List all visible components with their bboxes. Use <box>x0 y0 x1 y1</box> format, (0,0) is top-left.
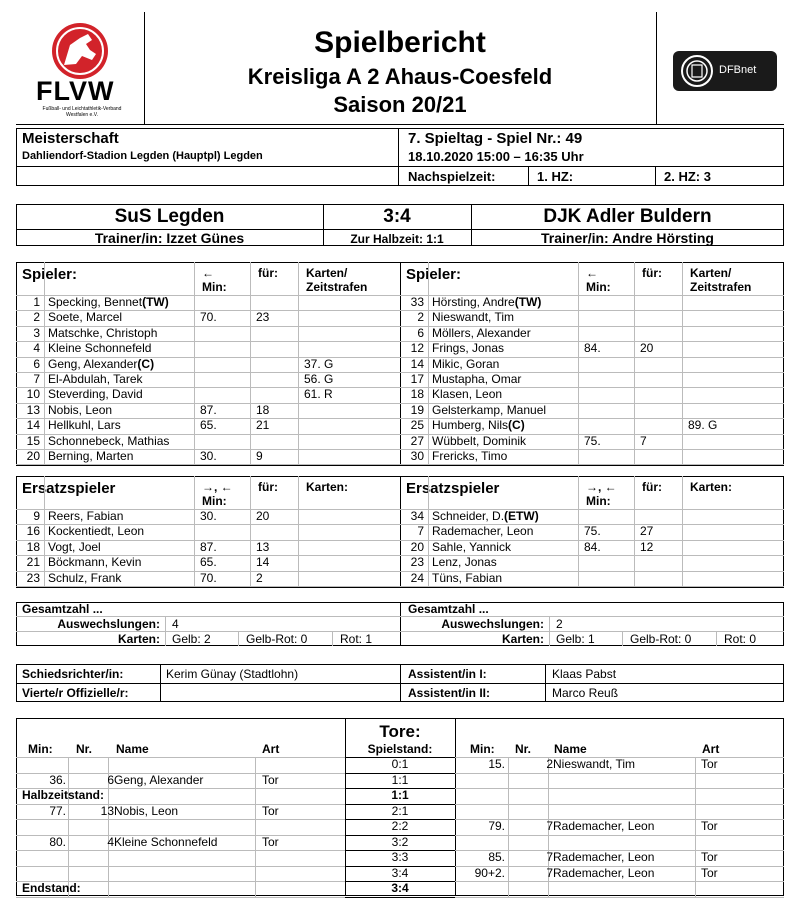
sub-minute: 75. <box>584 524 601 539</box>
home-min-arrow: ← <box>202 266 214 280</box>
sub-for-number: 20 <box>256 509 270 523</box>
player-name-text: Schonnebeck, Mathias <box>48 433 170 448</box>
player-name-text: Steverding, David <box>48 387 143 402</box>
player-name-text: Hellkuhl, Lars <box>48 418 121 433</box>
goal-type: Tor <box>701 819 718 833</box>
table-row <box>16 571 400 586</box>
player-number: 9 <box>33 509 40 523</box>
score-progress: 3:4 <box>391 881 409 895</box>
player-name <box>432 295 541 310</box>
sub-for-number: 2 <box>256 570 263 585</box>
home-subs-label: Auswechslungen: <box>57 617 160 631</box>
player-name <box>432 509 539 524</box>
player-name-text: Frericks, Timo <box>432 449 508 463</box>
page-title: Spielbericht <box>314 26 486 59</box>
player-number: 14 <box>26 418 40 433</box>
player-number: 24 <box>410 570 424 585</box>
table-row <box>16 387 400 402</box>
goal-row <box>16 804 345 820</box>
player-name-text: Mustapha, Omar <box>432 372 522 386</box>
table-row <box>400 387 784 402</box>
player-number: 2 <box>417 310 424 325</box>
player-name <box>432 341 504 356</box>
sub-for-number: 18 <box>256 402 270 417</box>
table-row <box>400 555 784 570</box>
away-red-count: Rot: 0 <box>724 632 757 646</box>
away-goal-min-header: Min: <box>470 742 495 756</box>
player-number: 19 <box>410 402 424 417</box>
away-fuer-header: für: <box>642 480 662 494</box>
player-name-text: Nobis, Leon <box>48 402 113 417</box>
assistant1-label: Assistent/in I: <box>408 667 487 681</box>
table-row <box>400 372 784 387</box>
away-subs-header: Ersatzspieler <box>406 480 500 497</box>
sub-minute: 75. <box>584 433 601 448</box>
season-title: Saison 20/21 <box>333 92 467 117</box>
table-row <box>16 555 400 570</box>
player-name <box>48 403 112 418</box>
table-row <box>16 540 400 555</box>
away-cards-label: Karten: <box>501 632 544 646</box>
sub-for-number: 21 <box>256 418 270 433</box>
sub-minute: 87. <box>200 539 217 554</box>
assistant1-name: Klaas Pabst <box>552 667 617 681</box>
player-name <box>48 540 101 555</box>
goal-row <box>455 757 784 773</box>
table-row <box>16 357 400 372</box>
goal-player-name: Nieswandt, Tim <box>553 757 636 771</box>
player-role-tag: (C) <box>137 356 155 371</box>
sub-minute: 87. <box>200 402 217 417</box>
home-goal-type-header: Art <box>262 742 280 756</box>
fourth-official-label: Vierte/r Offizielle/r: <box>22 686 129 700</box>
player-name <box>432 524 533 539</box>
player-name <box>432 449 507 464</box>
goal-player-number: 13 <box>100 803 114 818</box>
player-name-text: Sahle, Yannick <box>432 539 511 554</box>
player-name-text: Specking, Bennet <box>48 295 143 309</box>
player-name-text: Berning, Marten <box>48 449 134 463</box>
table-row <box>16 418 400 433</box>
table-row <box>400 295 784 310</box>
score-progress: 1:1 <box>391 788 409 802</box>
goal-type: Tor <box>262 803 279 818</box>
table-row <box>400 357 784 372</box>
player-name-text: Wübbelt, Dominik <box>432 433 527 448</box>
player-number: 13 <box>26 402 40 417</box>
table-row <box>16 295 400 310</box>
player-number: 34 <box>410 509 424 523</box>
home-min-header: Min: <box>202 280 227 294</box>
home-yellow-count: Gelb: 2 <box>172 632 211 646</box>
halftime-score: Zur Halbzeit: 1:1 <box>350 232 444 246</box>
table-row <box>400 540 784 555</box>
player-number: 18 <box>26 539 40 554</box>
goal-player-name: Nobis, Leon <box>114 803 179 818</box>
away-yellow-count: Gelb: 1 <box>556 632 595 646</box>
player-name-text: Reers, Fabian <box>48 509 124 523</box>
away-team: DJK Adler Buldern <box>543 206 712 227</box>
final-label: Endstand: <box>22 881 81 895</box>
player-number: 33 <box>410 295 424 309</box>
away-coach: Trainer/in: Andre Hörsting <box>541 230 714 246</box>
player-name <box>432 387 502 402</box>
player-name <box>432 571 502 586</box>
home-subs-header: Ersatzspieler <box>22 480 116 497</box>
player-role-tag: (TW) <box>514 295 542 309</box>
player-number: 16 <box>26 524 40 539</box>
table-row <box>400 326 784 341</box>
goal-minute: 36. <box>49 772 66 787</box>
player-number: 27 <box>410 433 424 448</box>
player-name-text: Frings, Jonas <box>432 341 505 356</box>
home-cards-label: Karten: <box>117 632 160 646</box>
player-name <box>48 357 154 372</box>
goal-player-number: 7 <box>546 850 553 864</box>
score-progress: 2:1 <box>391 803 409 818</box>
home-fuer-header: für: <box>258 480 278 494</box>
away-subs-label: Auswechslungen: <box>441 617 544 631</box>
player-name <box>48 555 141 570</box>
goal-minute: 85. <box>488 850 505 864</box>
player-name <box>48 509 123 524</box>
goal-type: Tor <box>262 834 279 849</box>
away-goal-name-header: Name <box>554 742 587 756</box>
player-name-text: Nieswandt, Tim <box>432 310 515 325</box>
away-subs-count: 2 <box>556 617 563 631</box>
player-name-text: Kleine Schonnefeld <box>48 341 152 356</box>
sub-minute: 30. <box>200 449 217 463</box>
away-total-label: Gesamtzahl ... <box>408 602 489 616</box>
player-number: 25 <box>410 418 424 433</box>
halftime-label: Halbzeitstand: <box>22 788 105 802</box>
goal-player-number: 4 <box>107 834 114 849</box>
home-penalties-header: Zeitstrafen <box>306 280 368 294</box>
player-name-text: Geng, Alexander <box>48 356 138 371</box>
home-players-header: Spieler: <box>22 266 78 283</box>
player-name <box>48 341 151 356</box>
sub-for-number: 14 <box>256 555 270 570</box>
card-entry: 56. G <box>304 372 334 386</box>
score-progress: 3:3 <box>391 850 409 864</box>
table-row <box>400 571 784 586</box>
player-name <box>432 372 521 387</box>
assistant2-label: Assistent/in II: <box>408 686 491 700</box>
goal-minute: 15. <box>488 757 505 771</box>
goal-player-name: Kleine Schonnefeld <box>114 834 218 849</box>
player-name <box>432 555 497 570</box>
table-row <box>16 524 400 539</box>
goal-player-name: Rademacher, Leon <box>553 819 655 833</box>
nachspielzeit-label: Nachspielzeit: <box>408 169 496 184</box>
table-row <box>16 310 400 325</box>
player-number: 17 <box>410 372 424 386</box>
home-goal-name-header: Name <box>116 742 149 756</box>
card-entry: 89. G <box>688 418 718 433</box>
player-name-text: Schneider, D. <box>432 509 505 523</box>
player-number: 1 <box>33 295 40 309</box>
player-number: 7 <box>33 372 40 386</box>
player-name <box>48 326 157 341</box>
home-cards-header: Karten: <box>306 480 349 494</box>
player-name-text: Hörsting, Andre <box>432 295 515 309</box>
player-role-tag: (C) <box>508 418 525 433</box>
assistant2-name: Marco Reuß <box>552 686 619 700</box>
table-row <box>16 326 400 341</box>
player-name-text: Vogt, Joel <box>48 539 101 554</box>
goal-type: Tor <box>701 757 718 771</box>
match-datetime: 18.10.2020 15:00 – 16:35 Uhr <box>408 149 584 164</box>
table-row <box>16 434 400 449</box>
player-name <box>48 372 143 387</box>
table-row <box>400 434 784 449</box>
table-row <box>16 403 400 418</box>
home-team: SuS Legden <box>114 206 225 227</box>
player-name <box>48 418 121 433</box>
player-name-text: Matschke, Christoph <box>48 325 158 340</box>
player-role-tag: (TW) <box>142 295 169 309</box>
home-cards-header: Karten/ <box>306 266 348 280</box>
matchday: 7. Spieltag - Spiel Nr.: 49 <box>408 130 583 147</box>
goal-player-name: Rademacher, Leon <box>553 850 655 864</box>
goal-player-name: Rademacher, Leon <box>553 865 655 880</box>
player-number: 23 <box>410 555 424 570</box>
goal-type: Tor <box>701 850 718 864</box>
flvw-logo-subtext: Fußball- und Leichtathletik-Verband Westfalen e.V. <box>42 106 122 118</box>
table-row <box>400 418 784 433</box>
first-half-extra: 1. HZ: <box>537 169 574 184</box>
player-name-text: Mikic, Goran <box>432 356 500 371</box>
table-row <box>400 341 784 356</box>
away-cards-header: Karten: <box>690 480 733 494</box>
flvw-logo-text: FLVW <box>36 76 115 106</box>
player-name-text: El-Abdulah, Tarek <box>48 372 143 386</box>
player-number: 21 <box>26 555 40 570</box>
league-title: Kreisliga A 2 Ahaus-Coesfeld <box>247 64 553 89</box>
second-half-extra: 2. HZ: 3 <box>664 169 711 184</box>
sub-for-number: 20 <box>640 341 654 356</box>
goal-row <box>16 773 345 789</box>
player-name-text: Lenz, Jonas <box>432 555 497 570</box>
sub-minute: 84. <box>584 341 601 356</box>
player-number: 12 <box>410 341 424 356</box>
dfb-emblem-icon <box>677 51 717 91</box>
player-name <box>432 540 511 555</box>
away-min-arrow: →, ← <box>586 480 617 494</box>
sub-for-number: 27 <box>640 524 654 539</box>
player-name <box>48 310 122 325</box>
home-goal-nr-header: Nr. <box>76 742 93 756</box>
player-number: 18 <box>410 387 424 402</box>
player-number: 10 <box>26 387 40 402</box>
score-progress: 1:1 <box>391 772 409 787</box>
score-progress: 3:4 <box>391 865 409 880</box>
sub-for-number: 9 <box>256 449 263 463</box>
player-number: 2 <box>33 310 40 325</box>
player-name <box>48 571 121 586</box>
away-min-arrow: ← <box>586 266 598 280</box>
away-goal-type-header: Art <box>702 742 720 756</box>
goals-title: Tore: <box>379 722 421 741</box>
final-score: 3:4 <box>383 206 411 227</box>
player-name <box>48 387 143 402</box>
player-number: 6 <box>417 325 424 340</box>
goal-row <box>455 866 784 882</box>
goal-minute: 79. <box>488 819 505 833</box>
player-name <box>48 449 133 464</box>
player-name <box>432 357 499 372</box>
goal-type: Tor <box>701 865 718 880</box>
sub-for-number: 13 <box>256 539 270 554</box>
home-total-label: Gesamtzahl ... <box>22 602 103 616</box>
away-min-header: Min: <box>586 494 611 508</box>
goal-player-number: 6 <box>107 772 114 787</box>
player-name-text: Soete, Marcel <box>48 310 123 325</box>
goal-player-name: Geng, Alexander <box>114 772 204 787</box>
sub-minute: 70. <box>200 310 217 325</box>
home-yellowred-count: Gelb-Rot: 0 <box>246 632 308 646</box>
goal-player-number: 7 <box>546 865 553 880</box>
table-row <box>400 403 784 418</box>
player-name <box>48 524 144 539</box>
sub-minute: 70. <box>200 570 217 585</box>
table-row <box>16 372 400 387</box>
away-goal-nr-header: Nr. <box>515 742 532 756</box>
table-row <box>400 509 784 524</box>
dfbnet-logo <box>673 51 777 91</box>
home-subs-count: 4 <box>172 617 179 631</box>
table-row <box>16 509 400 524</box>
dfbnet-logo-text: DFBnet <box>719 64 757 76</box>
player-number: 30 <box>410 449 424 463</box>
player-number: 7 <box>417 524 424 539</box>
home-goal-min-header: Min: <box>28 742 53 756</box>
sub-for-number: 12 <box>640 539 654 554</box>
home-min-header: Min: <box>202 494 227 508</box>
player-name <box>48 295 169 310</box>
referee-name: Kerim Günay (Stadtlohn) <box>166 667 299 681</box>
player-name-text: Schulz, Frank <box>48 570 122 585</box>
player-name-text: Rademacher, Leon <box>432 524 534 539</box>
player-number: 6 <box>33 356 40 371</box>
player-name <box>432 434 526 449</box>
away-yellowred-count: Gelb-Rot: 0 <box>630 632 692 646</box>
goal-type: Tor <box>262 772 279 787</box>
table-row <box>16 341 400 356</box>
sub-for-number: 23 <box>256 310 270 325</box>
player-number: 14 <box>410 356 424 371</box>
player-number: 3 <box>33 325 40 340</box>
player-name-text: Gelsterkamp, Manuel <box>432 402 547 417</box>
player-number: 20 <box>410 539 424 554</box>
player-name <box>48 434 169 449</box>
sub-minute: 30. <box>200 509 217 523</box>
player-number: 4 <box>33 341 40 356</box>
competition: Meisterschaft <box>22 130 119 147</box>
referee-label: Schiedsrichter/in: <box>22 667 124 681</box>
goal-player-number: 2 <box>546 757 553 771</box>
card-entry: 37. G <box>304 356 334 371</box>
goal-player-number: 7 <box>546 819 553 833</box>
sub-minute: 65. <box>200 555 217 570</box>
player-name <box>432 326 531 341</box>
goal-row <box>16 835 345 851</box>
player-name-text: Kockentiedt, Leon <box>48 524 145 539</box>
goal-minute: 80. <box>49 834 66 849</box>
player-name <box>432 418 525 433</box>
player-number: 20 <box>26 449 40 463</box>
sub-minute: 65. <box>200 418 217 433</box>
away-cards-header: Karten/ <box>690 266 732 280</box>
table-row <box>16 449 400 464</box>
player-name-text: Möllers, Alexander <box>432 325 531 340</box>
goal-minute: 90+2. <box>474 865 505 880</box>
away-fuer-header: für: <box>642 266 662 280</box>
table-row <box>400 449 784 464</box>
venue: Dahliendorf-Stadion Legden (Hauptpl) Legden <box>22 150 263 162</box>
card-entry: 61. R <box>304 387 333 402</box>
score-progress: 0:1 <box>391 757 409 771</box>
score-progress: 2:2 <box>391 819 409 833</box>
player-name-text: Klasen, Leon <box>432 387 503 402</box>
goal-row <box>455 850 784 866</box>
home-coach: Trainer/in: Izzet Günes <box>94 230 245 246</box>
away-penalties-header: Zeitstrafen <box>690 280 752 294</box>
player-name <box>432 310 514 325</box>
score-progress: 3:2 <box>391 834 409 849</box>
away-min-header: Min: <box>586 280 611 294</box>
table-row <box>400 310 784 325</box>
goal-row <box>455 819 784 835</box>
away-players-header: Spieler: <box>406 266 462 283</box>
sub-for-number: 7 <box>640 433 647 448</box>
table-row <box>400 524 784 539</box>
player-role-tag: (ETW) <box>504 509 539 523</box>
player-name-text: Böckmann, Kevin <box>48 555 142 570</box>
player-name-text: Tüns, Fabian <box>432 570 503 585</box>
sub-minute: 84. <box>584 539 601 554</box>
player-name <box>432 403 546 418</box>
home-fuer-header: für: <box>258 266 278 280</box>
player-number: 23 <box>26 570 40 585</box>
score-progress-header: Spielstand: <box>367 742 433 756</box>
goal-minute: 77. <box>49 803 66 818</box>
home-red-count: Rot: 1 <box>340 632 373 646</box>
player-number: 15 <box>26 433 40 448</box>
home-min-arrow: →, ← <box>202 480 233 494</box>
player-name-text: Humberg, Nils <box>432 418 509 433</box>
